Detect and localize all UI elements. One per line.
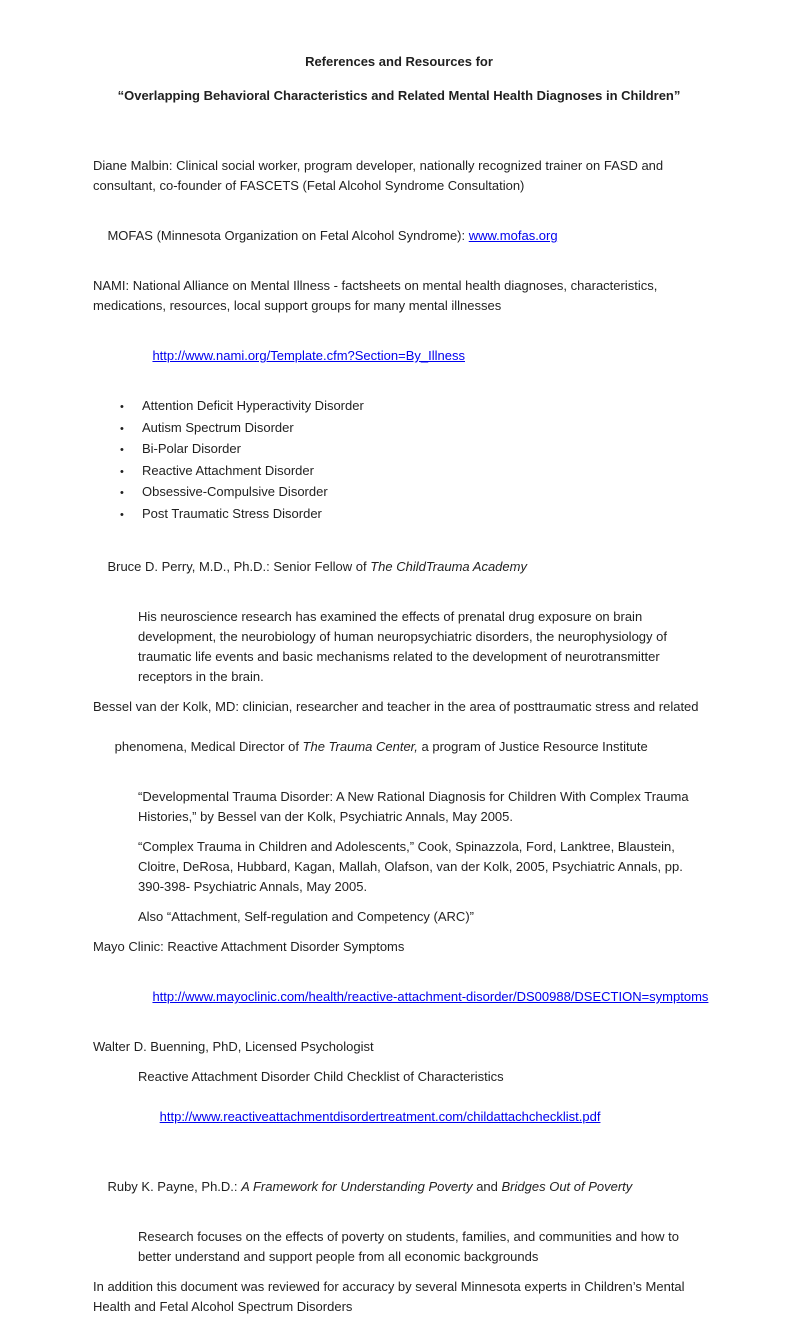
text-line: Histories,” by Bessel van der Kolk, Psychiatric Annals, May 2005. bbox=[138, 809, 513, 824]
disorder-label: Obsessive-Compulsive Disorder bbox=[142, 484, 328, 499]
perry-label: Bruce D. Perry, M.D., Ph.D.: Senior Fellow of bbox=[107, 559, 371, 574]
text-line: NAMI: National Alliance on Mental Illness - factsheets on mental health diagnoses, characteristics, bbox=[93, 278, 658, 293]
framework-poverty-title: A Framework for Understanding Poverty bbox=[241, 1179, 473, 1194]
checklist-label: Reactive Attachment Disorder Child Checklist of Characteristics bbox=[138, 1069, 504, 1084]
citation-developmental-trauma bbox=[138, 787, 705, 827]
van-der-kolk-label: phenomena, Medical Director of bbox=[114, 739, 303, 754]
text-line bbox=[93, 717, 705, 777]
trauma-center-title: The Trauma Center, bbox=[302, 739, 418, 754]
checklist-link[interactable]: http://www.reactiveattachmentdisordertreatment.com/childattachchecklist.pdf bbox=[159, 1109, 601, 1124]
text-line: “Developmental Trauma Disorder: A New Rational Diagnosis for Children With Complex Trauma bbox=[138, 789, 689, 804]
reference-van-der-kolk bbox=[93, 697, 705, 777]
disorder-list-item bbox=[120, 461, 705, 483]
page-subtitle: “Overlapping Behavioral Characteristics and Related Mental Health Diagnoses in Children” bbox=[117, 88, 681, 103]
text-line: better understand and support people from all economic backgrounds bbox=[138, 1249, 539, 1264]
bullet-icon: • bbox=[120, 487, 124, 499]
disorder-label: Post Traumatic Stress Disorder bbox=[142, 505, 322, 521]
payne-label: Ruby K. Payne, Ph.D.: bbox=[107, 1179, 242, 1194]
disorder-list-item bbox=[120, 418, 705, 440]
text-line: Diane Malbin: Clinical social worker, program developer, nationally recognized trainer on FASD and bbox=[93, 158, 664, 173]
bullet-icon: • bbox=[120, 465, 124, 478]
text-line: Bessel van der Kolk, MD: clinician, researcher and teacher in the area of posttraumatic stress and related bbox=[93, 699, 699, 714]
childtrauma-academy-title: The ChildTrauma Academy bbox=[370, 559, 527, 574]
text-line: His neuroscience research has examined the effects of prenatal drug exposure on brain bbox=[138, 609, 643, 624]
text-line: 390-398- Psychiatric Annals, May 2005. bbox=[138, 879, 368, 894]
mofas-link[interactable]: www.mofas.org bbox=[468, 228, 558, 243]
review-note bbox=[93, 1277, 705, 1317]
reference-mofas bbox=[93, 206, 705, 266]
disorder-list bbox=[93, 396, 705, 525]
bullet-icon: • bbox=[120, 444, 124, 456]
text-line: development, the neurobiology of human neuropsychiatric disorders, the neurophysiology of bbox=[138, 629, 667, 644]
nami-link-row bbox=[138, 326, 705, 386]
text-line: “Complex Trauma in Children and Adolescents,” Cook, Spinazzola, Ford, Lanktree, Blaustein, bbox=[138, 839, 675, 854]
reference-nami bbox=[93, 276, 705, 316]
mofas-label: MOFAS (Minnesota Organization on Fetal Alcohol Syndrome): bbox=[107, 228, 469, 243]
payne-and-label: and bbox=[472, 1179, 502, 1194]
text-line: medications, resources, local support groups for many mental illnesses bbox=[93, 298, 502, 313]
text-line: Research focuses on the effects of poverty on students, families, and communities and how to bbox=[138, 1229, 679, 1244]
text-line: traumatic life events and basic mechanisms related to the development of neurotransmitter bbox=[138, 649, 660, 664]
disorder-label: Bi-Polar Disorder bbox=[142, 441, 241, 456]
citation-arc: Also “Attachment, Self-regulation and Competency (ARC)” bbox=[138, 909, 474, 924]
bullet-icon: • bbox=[120, 401, 124, 413]
text-line: Cloitre, DeRosa, Hubbard, Kagan, Mallah, Olafson, van der Kolk, 2005, Psychiatric Annals, pp. bbox=[138, 859, 683, 874]
disorder-list-item bbox=[120, 482, 705, 504]
reference-mayo-clinic: Mayo Clinic: Reactive Attachment Disorder Symptoms bbox=[93, 939, 405, 954]
reference-bruce-perry bbox=[93, 537, 705, 597]
checklist-block bbox=[138, 1067, 705, 1147]
reference-ruby-payne bbox=[93, 1157, 705, 1217]
nami-link[interactable]: http://www.nami.org/Template.cfm?Section=By_Illness bbox=[152, 348, 465, 363]
disorder-list-item bbox=[120, 439, 705, 461]
disorder-label: Reactive Attachment Disorder bbox=[142, 462, 314, 478]
mayo-clinic-link[interactable]: http://www.mayoclinic.com/health/reactive-attachment-disorder/DS00988/DSECTION=symptoms bbox=[152, 989, 709, 1004]
bullet-icon: • bbox=[120, 422, 124, 435]
bullet-icon: • bbox=[120, 508, 124, 521]
payne-description bbox=[138, 1227, 705, 1267]
text-line: consultant, co-founder of FASCETS (Fetal Alcohol Syndrome Consultation) bbox=[93, 178, 525, 193]
disorder-list-item bbox=[120, 396, 705, 418]
reference-walter-buenning: Walter D. Buenning, PhD, Licensed Psychologist bbox=[93, 1039, 374, 1054]
text-line: In addition this document was reviewed for accuracy by several Minnesota experts in Children’s Mental bbox=[93, 1279, 685, 1294]
van-der-kolk-suffix: a program of Justice Resource Institute bbox=[417, 739, 648, 754]
mayo-link-row bbox=[138, 967, 709, 1027]
bridges-poverty-title: Bridges Out of Poverty bbox=[501, 1179, 633, 1194]
text-line: Health and Fetal Alcohol Spectrum Disorders bbox=[93, 1299, 353, 1314]
page-title: References and Resources for bbox=[305, 54, 493, 69]
text-line: receptors in the brain. bbox=[138, 669, 264, 684]
reference-diane-malbin bbox=[93, 156, 705, 196]
perry-description bbox=[138, 607, 705, 687]
disorder-label: Attention Deficit Hyperactivity Disorder bbox=[142, 398, 364, 413]
disorder-label: Autism Spectrum Disorder bbox=[142, 419, 294, 435]
checklist-link-row bbox=[138, 1087, 705, 1147]
disorder-list-item bbox=[120, 504, 705, 526]
citation-complex-trauma bbox=[138, 837, 705, 897]
